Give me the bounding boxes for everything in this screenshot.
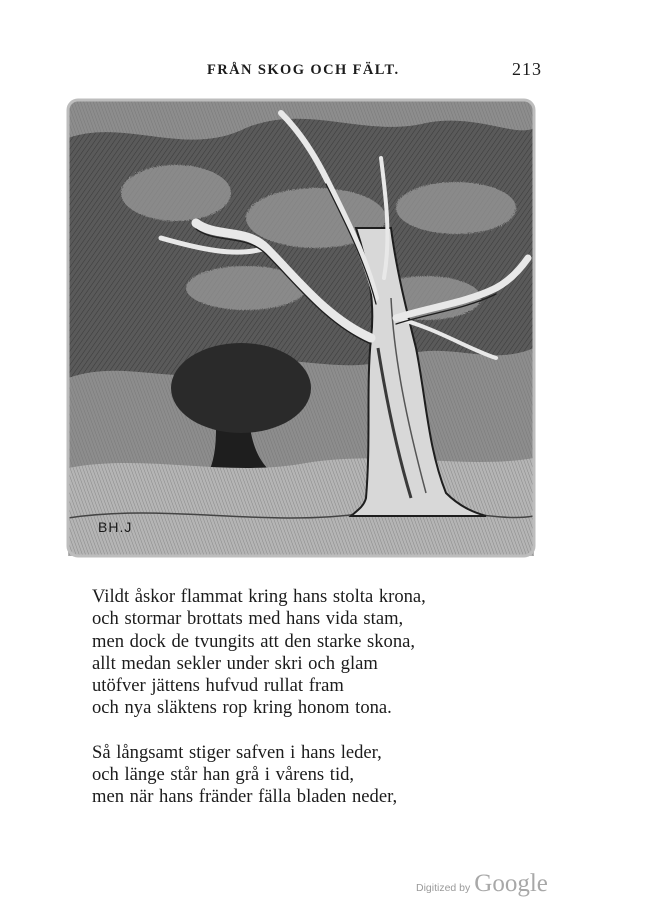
poem-line: och länge står han grå i vårens tid,: [92, 764, 355, 786]
poem-line: utöfver jättens hufvud rullat fram: [92, 675, 344, 697]
poem-line: Så långsamt stiger safven i hans leder,: [92, 741, 382, 763]
running-head: [0, 58, 650, 82]
poem: [92, 586, 552, 809]
poem-line: allt medan sekler under skri och glam: [92, 652, 378, 674]
artist-signature: BH.J: [98, 519, 133, 535]
poem-line: men när hans fränder fälla bladen neder,: [92, 786, 398, 808]
stanza: [92, 742, 552, 809]
poem-line: och nya släktens rop kring honom tona.: [92, 697, 392, 719]
stanza: [92, 586, 552, 720]
oak-tree-illustration: [66, 98, 536, 558]
google-logo: Google: [474, 870, 548, 897]
poem-line: Vildt åskor flammat kring hans stolta krona,: [92, 586, 426, 607]
poem-line: och stormar brottats med hans vida stam,: [92, 608, 404, 630]
page-number: 213: [512, 59, 542, 79]
running-title: FRÅN SKOG OCH FÄLT.: [207, 62, 400, 78]
digitized-watermark: [416, 870, 548, 898]
poem-line: men dock de tvungits att den starke skona,: [92, 630, 416, 652]
oak-tree-drawing: [66, 98, 536, 558]
watermark-prefix: Digitized by: [416, 882, 471, 894]
